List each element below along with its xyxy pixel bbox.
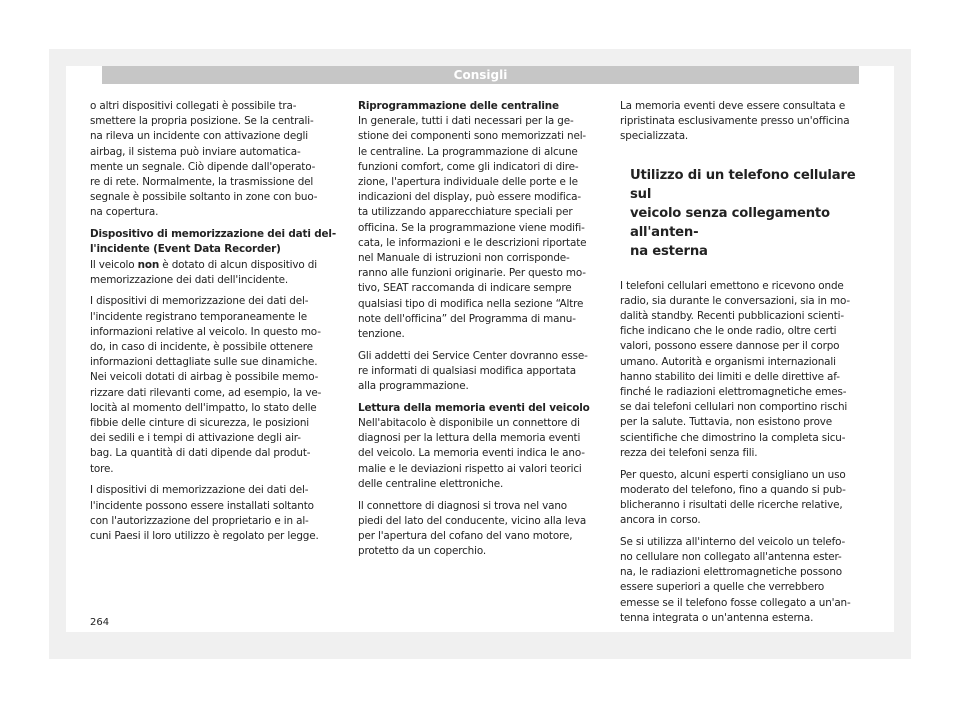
page-number: 264	[90, 617, 110, 628]
section-heading-mobile-phone: Utilizzo di un telefono cellulare sul veicolo senza collegamento all'anten- na esterna	[630, 167, 856, 259]
paragraph: Per questo, alcuni esperti consigliano un uso moderato del telefono, fino a quando si pub- blicheranno i risultati delle ricerche relative, ancora in corso.	[620, 468, 846, 527]
paragraph: o altri dispositivi collegati è possibile tra- smettere la propria posizione. Se la centrali- na rileva un incidente con attivazione degli airbag, il sistema può inviare automatica- mente un segnale. Ciò dipende dall'operato- re di rete. Normalmente, la trasmissione del segnale è possibile soltanto in zone con buo- na copertura.	[90, 100, 318, 219]
paragraph: I telefoni cellulari emettono e ricevono onde radio, sia durante le conversazioni, sia in mo- dalità standby. Recenti pubblicazioni scienti- fiche indicano che le onde radio, oltre certi valori, possono essere dannose per il corpo umano. Autorità e organismi internazionali hanno stabilito dei limiti e delle direttive af- finché le radiazioni elettromagnetiche emes- se dai telefoni cellulari non comportino rischi per la salute. Tuttavia, non esistono prove scientifiche che dimostrino la completa sicu- rezza dei telefoni senza fili.	[620, 279, 850, 459]
column-middle	[358, 99, 604, 566]
paragraph: Gli addetti dei Service Center dovranno esse- re informati di qualsiasi modifica apportata alla programmazione.	[358, 349, 588, 393]
column-left	[90, 99, 336, 551]
paragraph-text: Il veicolo	[90, 258, 138, 271]
subheading-reprogramming: Riprogrammazione delle centraline	[358, 100, 559, 112]
paragraph: I dispositivi di memorizzazione dei dati del- l'incidente registrano temporaneamente le informazioni relative al veicolo. In questo mo- do, in caso di incidente, è possibile ottenere informazioni dettagliate sulle sue dinamiche. Nei veicoli dotati di airbag è possibile memo- rizzare dati rilevanti come, ad esempio, la ve- locità al momento dell'impatto, lo stato delle fibbie delle cinture di sicurezza, le posizioni dei sedili e i tempi di attivazione degli air- bag. La quantità di dati dipende dal produt- tore.	[90, 295, 322, 475]
paragraph: Se si utilizza all'interno del veicolo un telefo- no cellulare non collegato all'antenna ester- na, le radiazioni elettromagnetiche possono essere superiori a quelle che verrebbero emesse se il telefono fosse collegato a un'an- tenna integrata o un'antenna esterna.	[620, 535, 851, 624]
subheading-event-memory: Lettura della memoria eventi del veicolo	[358, 401, 590, 414]
paragraph-text: è dotato di alcun dispositivo di memorizzazione dei dati dell'incidente.	[90, 258, 317, 286]
paragraph: Il connettore di diagnosi si trova nel vano piedi del lato del conducente, vicino alla leva per l'apertura del cofano del vano motore, protetto da un coperchio.	[358, 499, 587, 558]
section-title: Consigli	[453, 68, 508, 82]
subheading-event-data-recorder: Dispositivo di memorizzazione dei dati del- l'incidente (Event Data Recorder)	[90, 228, 336, 256]
paragraph: I dispositivi di memorizzazione dei dati del- l'incidente possono essere installati soltanto con l'autorizzazione del proprietario e in al- cuni Paesi il loro utilizzo è regolato per legge.	[90, 484, 319, 542]
paragraph: In generale, tutti i dati necessari per la ge- stione dei componenti sono memorizzati nel- le centraline. La programmazione di alcune funzioni comfort, come gli indicatori di dire- zione, l'apertura individuale delle porte e le indicazioni del display, può essere modifica- ta utilizzando apparecchiature speciali per officina. Se la programmazione viene modifi- cata, le informazioni e le descrizioni riportate nel Manuale di istruzioni non corrisponde- ranno alle funzioni originarie. Per questo mo- tivo, SEAT raccomanda di indicare sempre qualsiasi tipo di modifica nella sezione “Altre note dell'officina” del Programma di manu- tenzione.	[358, 115, 587, 341]
emphasis-text: non	[137, 258, 160, 271]
section-header-bar	[102, 66, 859, 84]
paragraph: La memoria eventi deve essere consultata e ripristinata esclusivamente presso un'officina specializzata.	[620, 100, 850, 143]
paragraph: Nell'abitacolo è disponibile un connettore di diagnosi per la lettura della memoria eventi del veicolo. La memoria eventi indica le ano- malie e le deviazioni rispetto ai valori teorici delle centraline elettroniche.	[358, 417, 585, 490]
column-right	[620, 99, 866, 633]
paragraph	[90, 258, 336, 288]
